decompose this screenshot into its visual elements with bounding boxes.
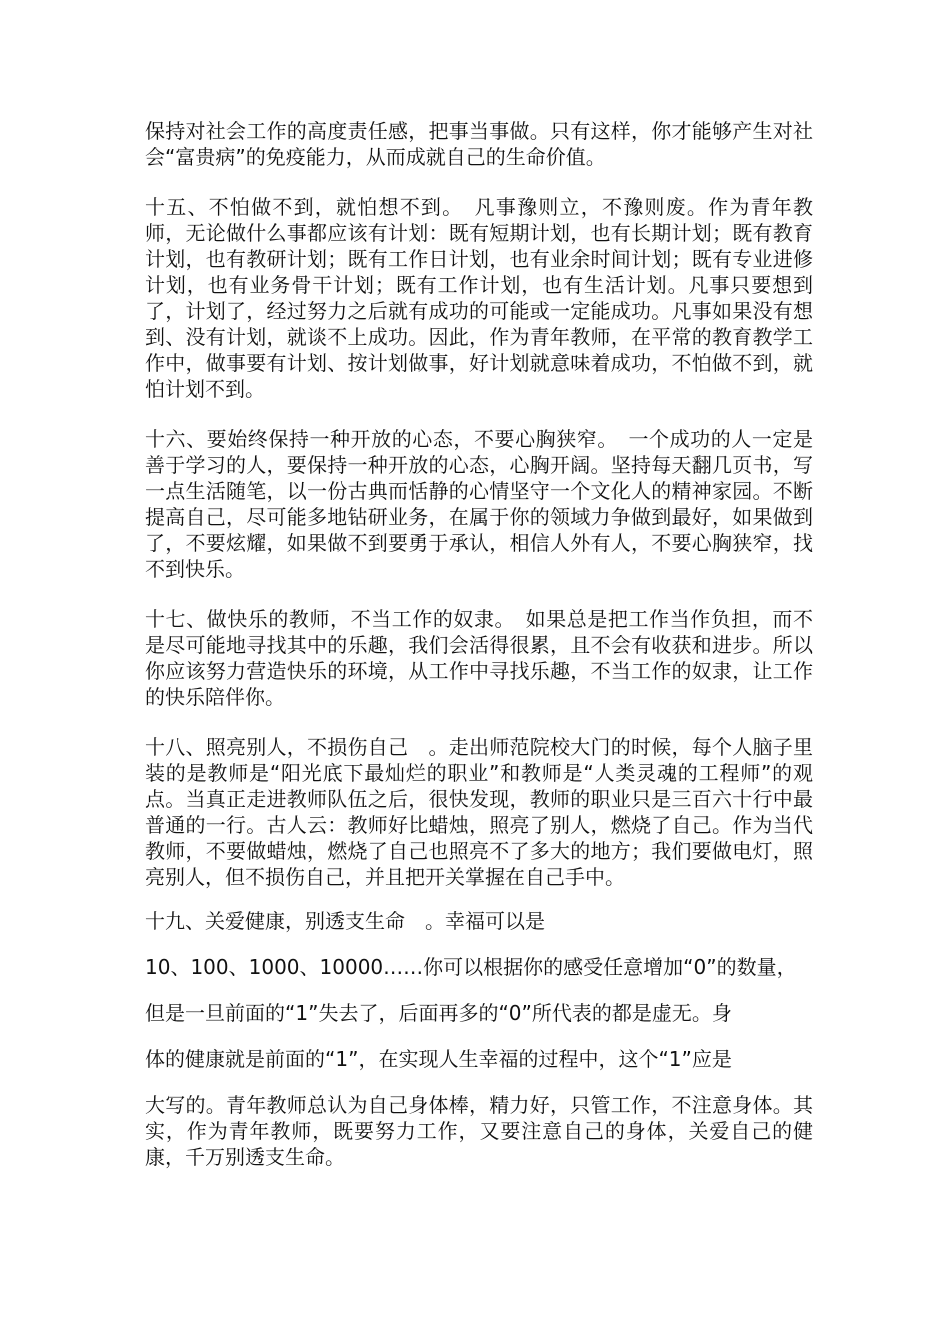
paragraph-section-18: 十八、照亮别人，不损伤自己 。走出师范院校大门的时候，每个人脑子里装的是教师是“阳光底下最灿烂的职业”和教师是“人类灵魂的工程师”的观点。当真正走进教师队伍之后，很快发现，教师的职业只是三百六十行中最普通的一行。古人云：教师好比蜡烛，照亮了别人，燃烧了自己。作为当代教师，不要做蜡烛，燃烧了自己也照亮不了多大的地方；我们要做电灯，照亮别人，但不损伤自己，并且把开关掌握在自己手中。 [145,735,813,889]
section-19-rest: 大写的。青年教师总认为自己身体棒，精力好，只管工作，不注意身体。其实，作为青年教师，既要努力工作，又要注意自己的身体，关爱自己的健康，千万别透支生命。 [145,1093,813,1169]
document-content [145,118,813,1170]
spacer [145,1072,813,1092]
paragraph-social-responsibility: 保持对社会工作的高度责任感，把事当事做。只有这样，你才能够产生对社会“富贵病”的免疫能力，从而成就自己的生命价值。 [145,119,813,169]
paragraph-section-15: 十五、不怕做不到，就怕想不到。 凡事豫则立，不豫则废。作为青年教师，无论做什么事都应该有计划：既有短期计划，也有长期计划；既有教育计划，也有教研计划；既有工作日计划，也有业余时间计划；既有专业进修计划，也有业务骨干计划；既有工作计划，也有生活计划。凡事只要想到了，计划了，经过努力之后就有成功的可能或一定能成功。凡事如果没有想到、没有计划，就谈不上成功。因此，作为青年教师，在平常的教育教学工作中，做事要有计划、按计划做事，好计划就意味着成功，不怕做不到，就怕计划不到。 [145,195,813,401]
spacer [145,1026,813,1046]
section-19-line-1: 十九、关爱健康，别透支生命 。幸福可以是 [145,909,545,933]
section-19-line-3: 但是一旦前面的“1”失去了，后面再多的“0”所代表的都是虚无。身 [145,1001,732,1025]
spacer [145,934,813,954]
paragraph-section-16: 十六、要始终保持一种开放的心态，不要心胸狭窄。 一个成功的人一定是善于学习的人，要保持一种开放的心态，心胸开阔。坚持每天翻几页书，写一点生活随笔，以一份古典而恬静的心情坚守一个文化人的精神家园。不断提高自己，尽可能多地钻研业务，在属于你的领域力争做到最好，如果做到了，不要炫耀，如果做不到要勇于承认，相信人外有人，不要心胸狭窄，找不到快乐。 [145,427,813,581]
section-19 [145,908,813,1170]
section-19-line-4: 体的健康就是前面的“1”，在实现人生幸福的过程中，这个“1”应是 [145,1047,732,1071]
spacer [145,980,813,1000]
section-19-line-2: 10、100、1000、10000……你可以根据你的感受任意增加“0”的数量， [145,955,797,979]
paragraph-section-17: 十七、做快乐的教师，不当工作的奴隶。 如果总是把工作当作负担，而不是尽可能地寻找其中的乐趣，我们会活得很累，且不会有收获和进步。所以你应该努力营造快乐的环境，从工作中寻找乐趣，不当工作的奴隶，让工作的快乐陪伴你。 [145,607,813,709]
